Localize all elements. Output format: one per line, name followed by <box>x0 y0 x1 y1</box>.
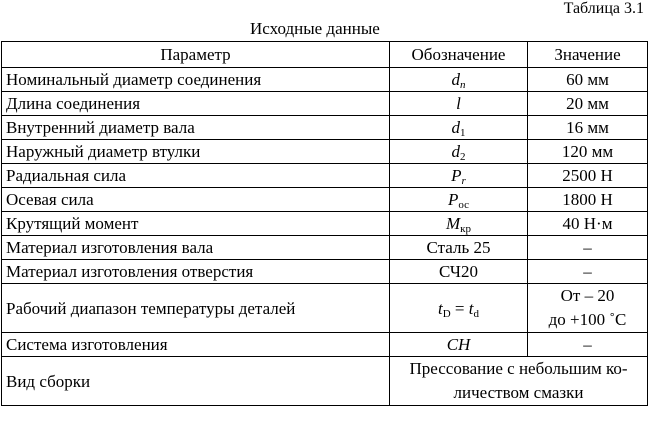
symbol-cell: $d_n$ <box>390 68 528 92</box>
table-row <box>2 92 648 116</box>
param-cell: Рабочий диапазон температуры деталей <box>2 284 390 333</box>
value-cell: – <box>528 260 648 284</box>
param-cell: Система изготовления <box>2 333 390 357</box>
table-row <box>2 357 648 406</box>
param-cell: Материал изготовления отверстия <box>2 260 390 284</box>
header-symbol: Обозначение <box>390 42 528 68</box>
param-cell: Крутящий момент <box>2 212 390 236</box>
header-parameter: Параметр <box>2 42 390 68</box>
value-cell: 20 мм <box>528 92 648 116</box>
value-cell: 40 Н·м <box>528 212 648 236</box>
symbol-cell: $P_{ос}$ <box>390 188 528 212</box>
source-data-table <box>1 41 648 406</box>
value-cell: 2500 Н <box>528 164 648 188</box>
value-cell: 60 мм <box>528 68 648 92</box>
value-cell: От – 20 до +100 ˚С <box>528 284 648 333</box>
merged-value-cell: Прессование с небольшим ко- личеством смазки <box>390 357 648 406</box>
table-row <box>2 260 648 284</box>
param-cell: Материал изготовления вала <box>2 236 390 260</box>
table-row <box>2 212 648 236</box>
table-number: Таблица 3.1 <box>563 0 644 17</box>
header-value: Значение <box>528 42 648 68</box>
param-cell: Номинальный диаметр соединения <box>2 68 390 92</box>
value-cell: – <box>528 236 648 260</box>
table-row <box>2 116 648 140</box>
param-cell: Вид сборки <box>2 357 390 406</box>
symbol-cell: $P_r$ <box>390 164 528 188</box>
param-cell: Наружный диаметр втулки <box>2 140 390 164</box>
symbol-cell: СЧ20 <box>390 260 528 284</box>
param-cell: Осевая сила <box>2 188 390 212</box>
symbol-cell: $t_D = t_d$ <box>390 284 528 333</box>
param-cell: Радиальная сила <box>2 164 390 188</box>
table-header-row <box>2 42 648 68</box>
param-cell: Внутренний диаметр вала <box>2 116 390 140</box>
value-cell: 120 мм <box>528 140 648 164</box>
table-row <box>2 284 648 333</box>
table-row <box>2 333 648 357</box>
value-cell: 1800 Н <box>528 188 648 212</box>
symbol-cell: $d_2$ <box>390 140 528 164</box>
symbol-cell: $M_{кр}$ <box>390 212 528 236</box>
param-cell: Длина соединения <box>2 92 390 116</box>
value-cell: – <box>528 333 648 357</box>
table-row <box>2 164 648 188</box>
value-cell: 16 мм <box>528 116 648 140</box>
symbol-cell: l <box>390 92 528 116</box>
table-row <box>2 188 648 212</box>
symbol-cell: CH <box>390 333 528 357</box>
table-title: Исходные данные <box>250 19 380 38</box>
table-row <box>2 236 648 260</box>
table-row <box>2 68 648 92</box>
symbol-cell: Сталь 25 <box>390 236 528 260</box>
symbol-cell: $d_1$ <box>390 116 528 140</box>
table-row <box>2 140 648 164</box>
